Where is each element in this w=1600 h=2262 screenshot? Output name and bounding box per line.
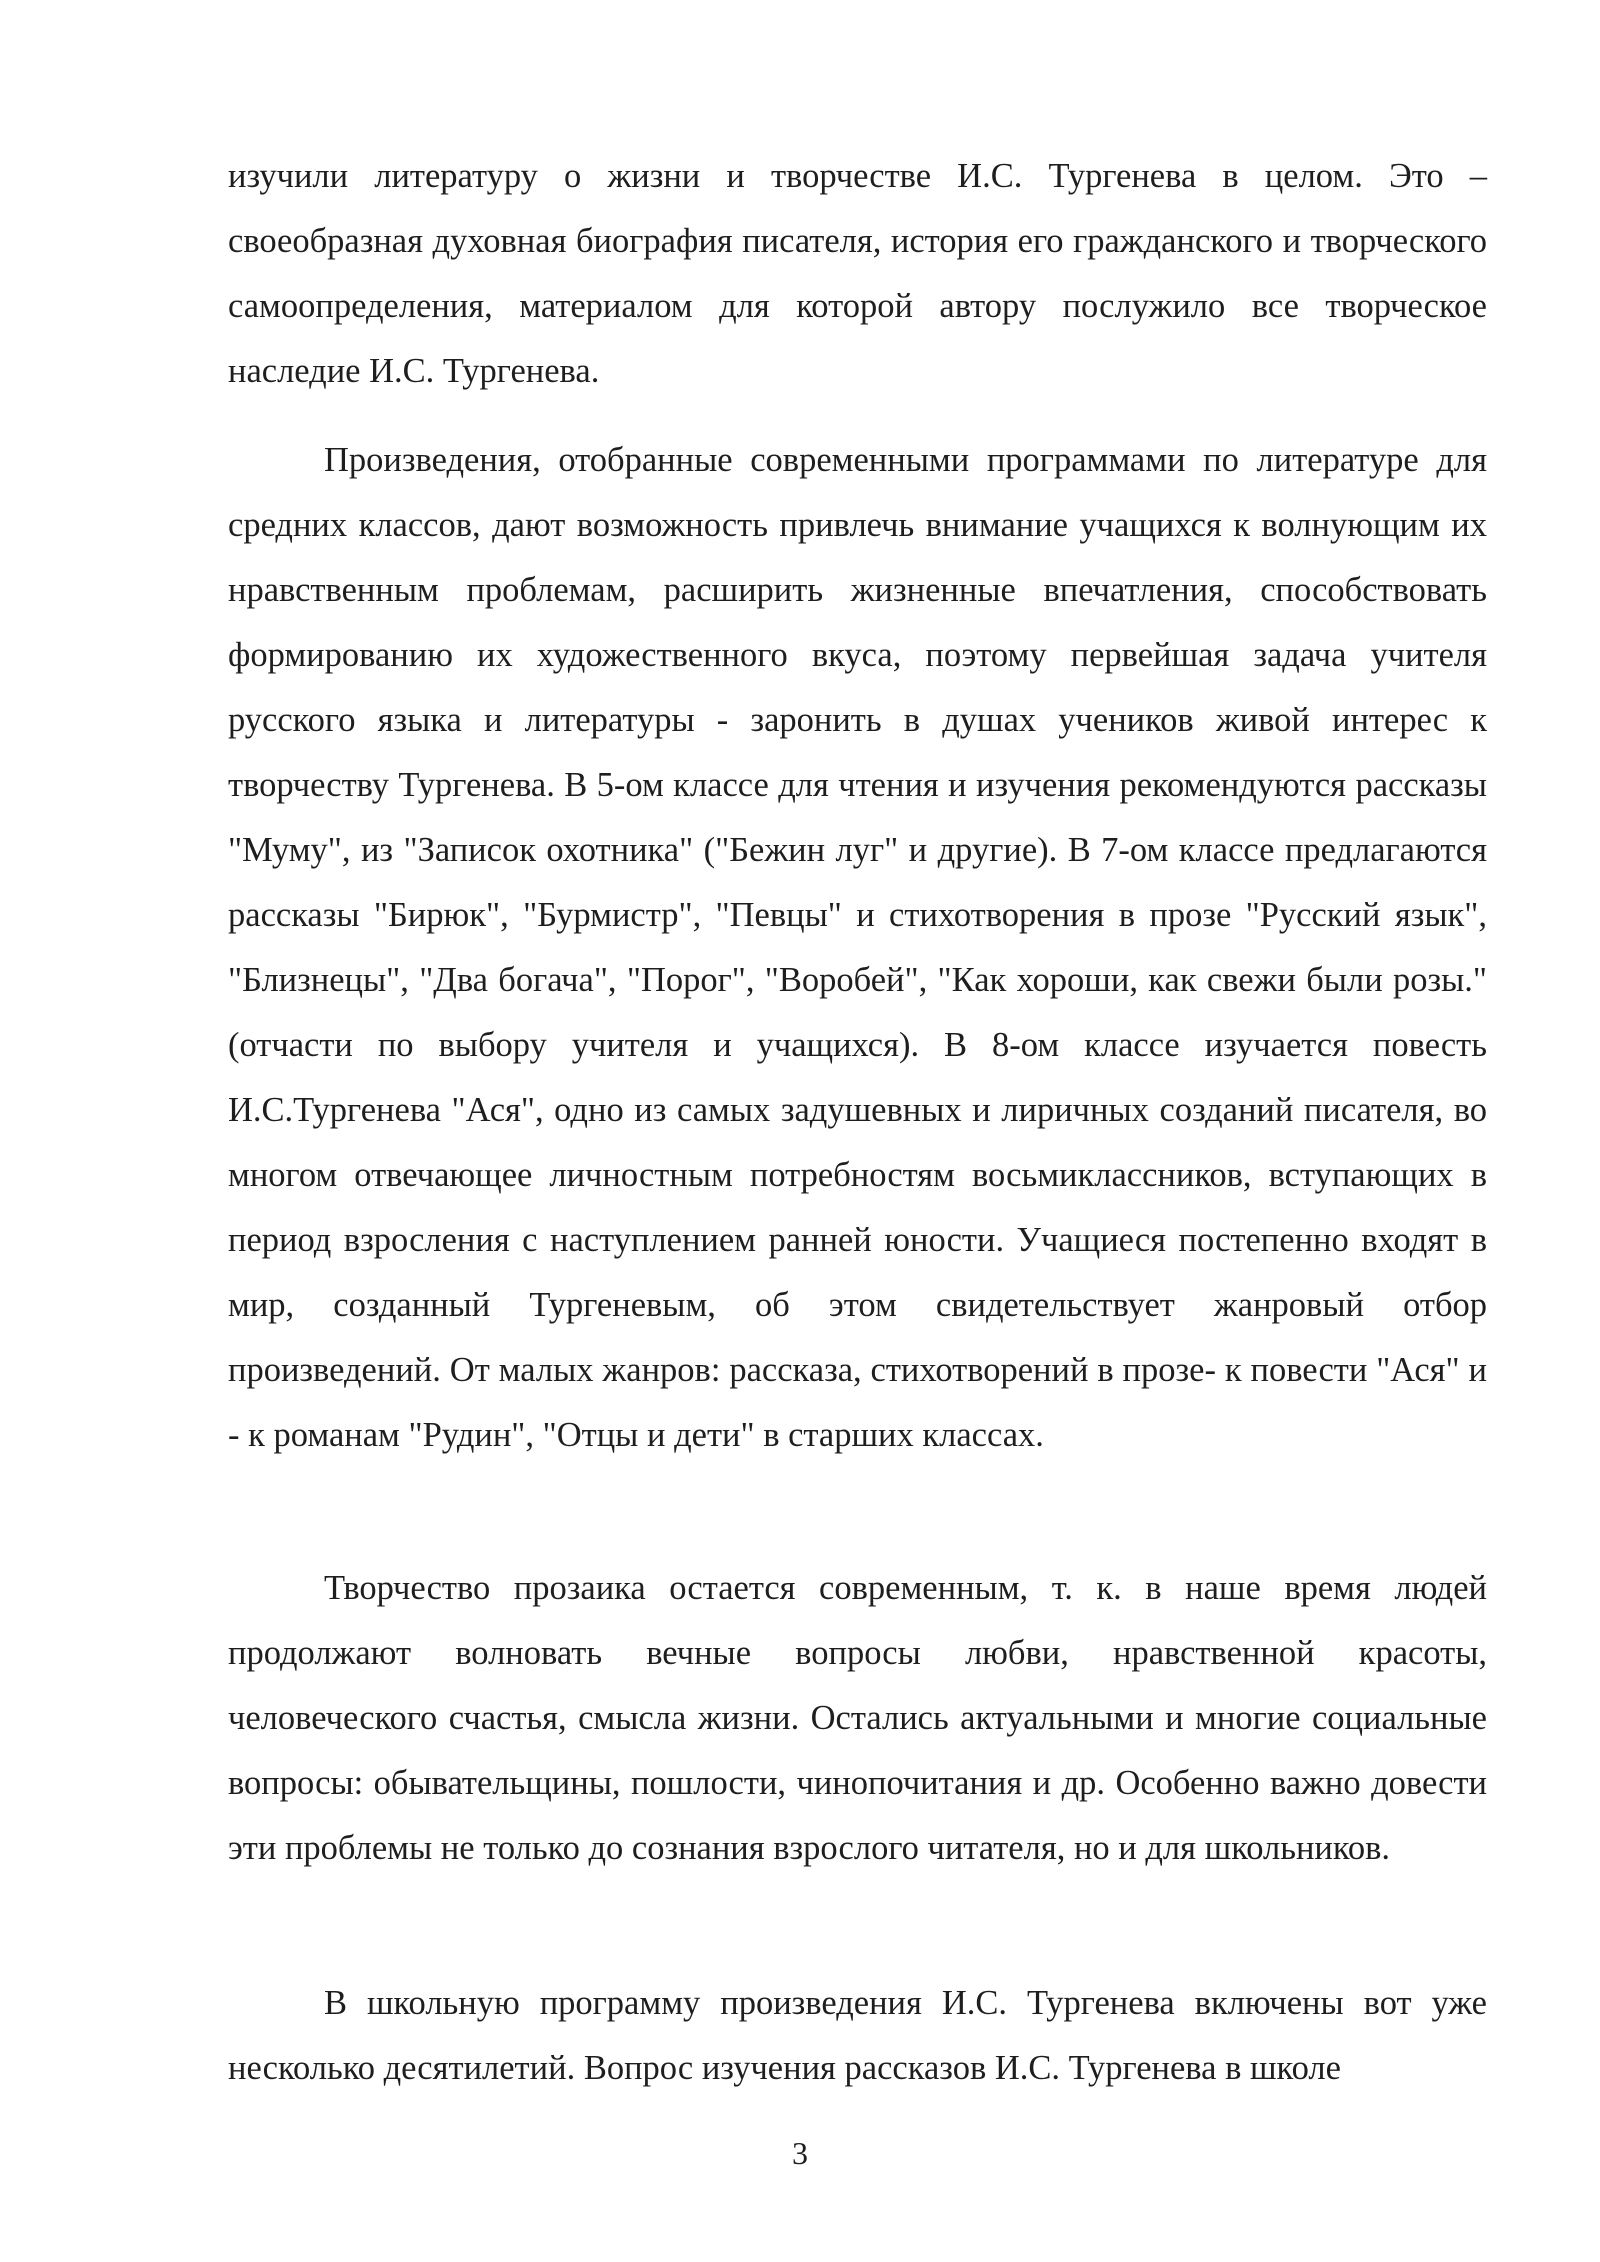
paragraph-continuation: изучили литературу о жизни и творчестве И.С. Тургенева в целом. Это – своеобразная духовная биография писателя, история его гражданского и творческого самоопределения, материалом для которой автору послужило все творческое наследие И.С. Тургенева. <box>228 157 1487 390</box>
paragraph-modern-relevance: Творчество прозаика остается современным, т. к. в наше время людей продолжают волновать вечные вопросы любви, нравственной красоты, человеческого счастья, смысла жизни. Остались актуальными и многие социальные вопросы: обывательщины, пошлости, чинопочитания и др. Особенно важно довести эти проблемы не только до сознания взрослого читателя, но и для школьников. <box>228 1569 1487 1867</box>
paragraph-school-curriculum: Произведения, отобранные современными программами по литературе для средних классов, дают возможность привлечь внимание учащихся к волнующим их нравственным проблемам, расширить жизненные впечатления, способствовать формированию их художественного вкуса, поэтому первейшая задача учителя русского языка и литературы - заронить в душах учеников живой интерес к творчеству Тургенева. В 5-ом классе для чтения и изучения рекомендуются рассказы "Муму", из "Записок охотника" ("Бежин луг" и другие). В 7-ом классе предлагаются рассказы "Бирюк", "Бурмистр", "Певцы" и стихотворения в прозе "Русский язык", "Близнецы", "Два богача", "Порог", "Воробей", "Как хороши, как свежи были розы." (отчасти по выбору учителя и учащихся). В 8-ом классе изучается повесть И.С.Тургенева "Ася", одно из самых задушевных и лиричных созданий писателя, во многом отвечающее личностным потребностям восьмиклассников, вступающих в период взросления с наступлением ранней юности. Учащиеся постепенно входят в мир, созданный Тургеневым, об этом свидетельствует жанровый отбор произведений. От малых жанров: рассказа, стихотворений в прозе- к повести "Ася" и - к романам "Рудин", "Отцы и дети" в старших классах. <box>228 441 1487 1454</box>
page-number: 3 <box>792 2135 808 2171</box>
paragraph-study-question: В школьную программу произведения И.С. Тургенева включены вот уже несколько десятилетий. Вопрос изучения рассказов И.С. Тургенева в школе <box>228 1984 1487 2087</box>
